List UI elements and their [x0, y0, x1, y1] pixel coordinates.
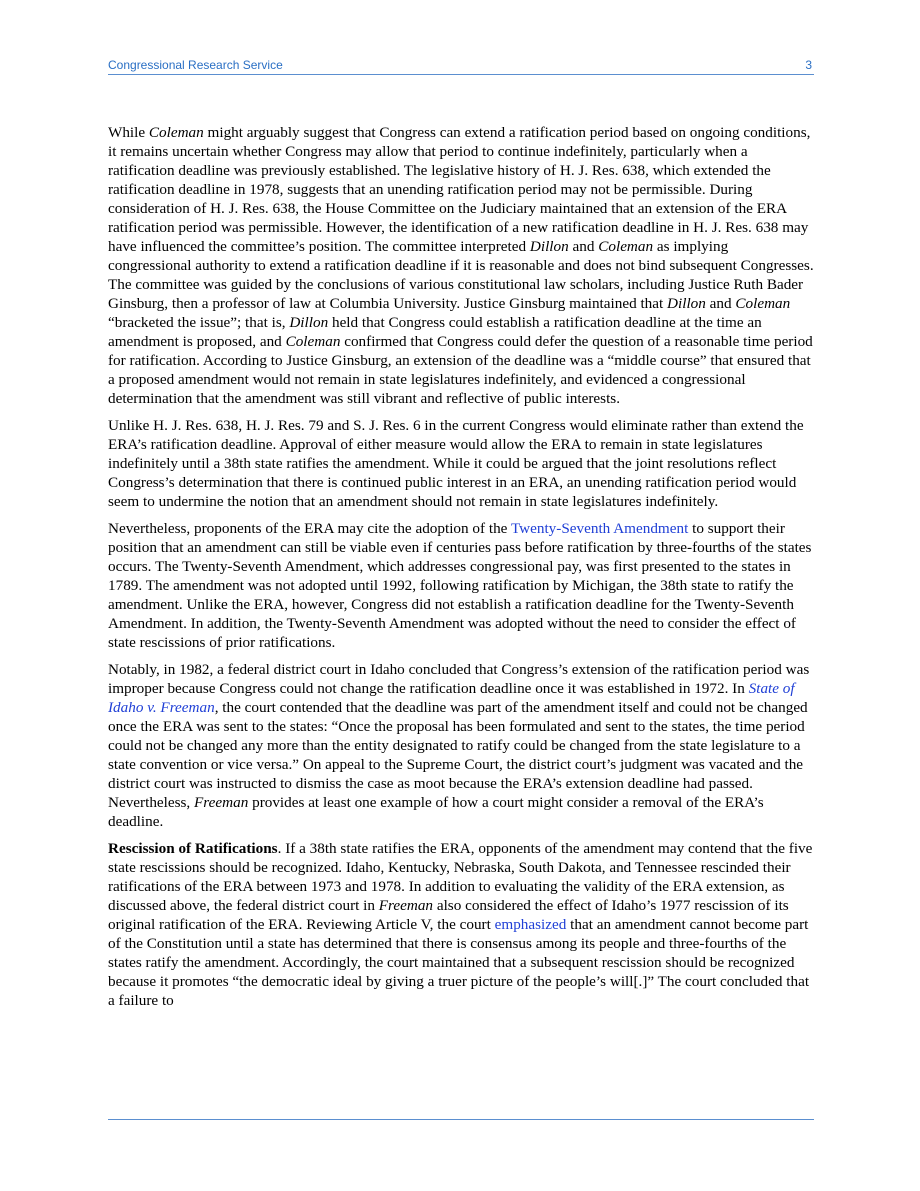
- text-run: that an amendment cannot become part of the Constitution until a state has determined that there is consensus among its people and three-fourths of the states ratify the amendment. Accordingly, the court maintained that a subsequent rescission should be recognized because it promotes “the democratic ideal by giving a truer picture of the people’s will[.]” The court concluded that a failure to: [108, 916, 810, 1009]
- text-run: might arguably suggest that Congress can extend a ratification period based on ongoing conditions, it remains uncertain whether Congress may allow that period to continue indefinitely, particularly when a ratification deadline was previously established. The legislative history of H. J. Res. 638, which extended the ratification deadline in 1978, suggests that an unending ratification period may not be permissible. During consideration of H. J. Res. 638, the House Committee on the Judiciary maintained that an extension of the ERA ratification period was permissible. However, the identification of a new ratification deadline in H. J. Res. 638 may have influenced the committee’s position. The committee interpreted: [108, 124, 811, 255]
- text-run: Nevertheless, proponents of the ERA may cite the adoption of the: [108, 520, 511, 537]
- text-run: Notably, in 1982, a federal district court in Idaho concluded that Congress’s extension of the ratification period was improper because Congress could not change the ratification deadline once it was established in 1972. In: [108, 661, 810, 697]
- text-run: Unlike H. J. Res. 638, H. J. Res. 79 and S. J. Res. 6 in the current Congress would eliminate rather than extend the ERA’s ratification deadline. Approval of either measure would allow the ERA to remain in state legislatures indefinitely until a 38th state ratifies the amendment. While it could be argued that the joint resolutions reflect Congress’s determination that there is continued public interest in an ERA, an unending ratification period would seem to undermine the notion that an amendment should not remain in state legislatures indefinitely.: [108, 417, 804, 510]
- text-run: confirmed that Congress could defer the question of a reasonable time period for ratification. According to Justice Ginsburg, an extension of the deadline was a “middle course” that ensured that a proposed amendment would not remain in state legislatures indefinitely, and evidenced a congressional determination that the amendment was still vibrant and reflective of public interests.: [108, 333, 813, 407]
- text-run: provides at least one example of how a court might consider a removal of the ERA’s deadline.: [108, 794, 764, 830]
- case-name-italic: Coleman: [285, 333, 341, 350]
- case-name-italic: Coleman: [598, 238, 654, 255]
- header-rule: [108, 74, 814, 75]
- paragraph-freeman: [108, 660, 814, 831]
- case-name-italic: Freeman: [378, 897, 434, 914]
- section-heading-inline: Rescission of Ratifications: [108, 840, 278, 857]
- twenty-seventh-amendment-link[interactable]: Twenty-Seventh Amendment: [510, 520, 689, 537]
- case-name-italic: Freeman: [194, 794, 249, 811]
- text-run: . If a 38th state ratifies the ERA, opponents of the amendment may contend that the five state rescissions should be recognized. Idaho, Kentucky, Nebraska, South Dakota, and Tennessee rescinded their ratifications of the ERA between 1973 and 1978. In addition to evaluating the validity of the ERA extension, as discussed above, the federal district court in: [108, 840, 813, 914]
- emphasized-link[interactable]: emphasized: [494, 916, 567, 933]
- text-run: and: [568, 238, 599, 255]
- text-run: and: [705, 295, 736, 312]
- paragraph-current-resolutions: [108, 416, 814, 511]
- text-run: “bracketed the issue”; that is,: [108, 314, 290, 331]
- document-body: [108, 123, 814, 1018]
- page-header: [108, 58, 814, 74]
- paragraph-twenty-seventh: [108, 519, 814, 652]
- idaho-v-freeman-link[interactable]: State of Idaho v. Freeman: [108, 680, 795, 716]
- text-run: While: [108, 124, 149, 141]
- text-run: to support their position that an amendment can still be viable even if centuries pass before ratification by three-fourths of the states occurs. The Twenty-Seventh Amendment, which addresses congressional pay, was first presented to the states in 1789. The amendment was not adopted until 1992, following ratification by Michigan, the 38th state to ratify the amendment. Unlike the ERA, however, Congress did not establish a ratification deadline for the Twenty-Seventh Amendment. In addition, the Twenty-Seventh Amendment was adopted without the need to consider the effect of state rescissions of prior ratifications.: [108, 520, 812, 651]
- case-name-italic: Dillon: [529, 238, 569, 255]
- case-name-italic: Coleman: [148, 124, 204, 141]
- page-number: 3: [805, 58, 812, 72]
- case-name-italic: Dillon: [289, 314, 329, 331]
- text-run: as implying congressional authority to extend a ratification deadline if it is reasonable and does not bind subsequent Congresses. The committee was guided by the conclusions of various constitutional law scholars, including Justice Ruth Bader Ginsburg, then a professor of law at Columbia University. Justice Ginsburg maintained that: [108, 238, 814, 312]
- header-title: Congressional Research Service: [108, 58, 283, 72]
- case-name-italic: Coleman: [735, 295, 791, 312]
- case-name-italic: Dillon: [667, 295, 706, 312]
- footer-rule: [108, 1119, 814, 1120]
- text-run: also considered the effect of Idaho’s 1977 rescission of its original ratification of the ERA. Reviewing Article V, the court: [108, 897, 789, 933]
- paragraph-coleman-extension: [108, 123, 814, 408]
- paragraph-rescission: [108, 839, 814, 1010]
- text-run: , the court contended that the deadline was part of the amendment itself and could not be changed once the ERA was sent to the states: “Once the proposal has been formulated and sent to the states, the time period could not be changed any more than the entity designated to ratify could be changed from the state legislature to a state convention or vice versa.” On appeal to the Supreme Court, the district court’s judgment was vacated and the district court was instructed to dismiss the case as moot because the ERA’s extension deadline had passed. Nevertheless,: [108, 699, 808, 811]
- text-run: held that Congress could establish a ratification deadline at the time an amendment is proposed, and: [108, 314, 762, 350]
